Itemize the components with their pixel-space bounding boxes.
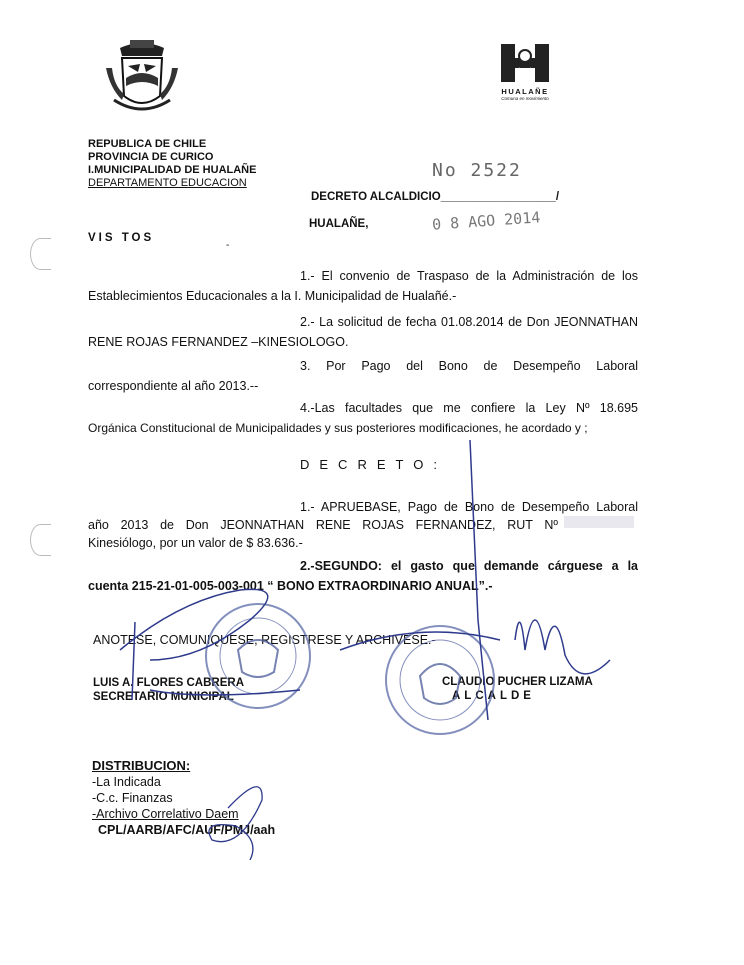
mayor-title: ALCALDE — [452, 690, 535, 702]
header-department: DEPARTAMENTO EDUCACION — [88, 177, 247, 189]
secretary-name: LUIS A. FLORES CABRERA — [93, 677, 244, 689]
dash-mark: - — [226, 240, 230, 251]
decree-label: DECRETO ALCALDICIO — [311, 191, 441, 203]
distribution-initials: CPL/AARB/AFC/AUF/PMJ/aah — [98, 823, 276, 837]
vistos-item-lead: 1.- El convenio de Traspaso de la Administración de los — [300, 269, 638, 283]
header-municipality: I.MUNICIPALIDAD DE HUALAÑE — [88, 164, 257, 176]
decree-label-row — [311, 191, 559, 203]
redacted-rut — [564, 516, 634, 528]
decreto-item-lead: 2.-SEGUNDO: el gasto que demande cárguese a la — [300, 559, 638, 573]
decree-number-line: __________________/ — [440, 191, 560, 203]
hualane-logo-mark — [499, 44, 551, 82]
distribution-item: -La Indicada — [92, 775, 161, 789]
logo-name: HUALAÑE — [501, 87, 549, 96]
punch-hole — [30, 238, 51, 270]
distribution-item: -Archivo Correlativo Daem — [92, 807, 239, 821]
distribution-item: -C.c. Finanzas — [92, 791, 173, 805]
vistos-item-4 — [88, 398, 638, 438]
vistos-title: VIS TOS — [88, 232, 155, 244]
decree-place: HUALAÑE, — [309, 218, 369, 230]
decreto-title: DECRETO: — [300, 457, 447, 472]
vistos-item-rest: Establecimientos Educacionales a la I. Municipalidad de Hualañé.- — [88, 289, 457, 303]
header-province: PROVINCIA DE CURICO — [88, 151, 214, 163]
vistos-item-2 — [88, 312, 638, 352]
vistos-item-rest: RENE ROJAS FERNANDEZ –KINESIOLOGO. — [88, 335, 349, 349]
vistos-item-lead: 4.-Las facultades que me confiere la Ley Nº 18.695 — [300, 401, 638, 415]
vistos-item-lead: 2.- La solicitud de fecha 01.08.2014 de Don JEONNATHAN — [300, 315, 638, 329]
mayor-block — [442, 675, 593, 703]
vistos-item-3 — [88, 356, 638, 396]
hualane-logo — [496, 44, 554, 110]
vistos-item-1 — [88, 266, 638, 306]
decree-number-stamp: No 2522 — [432, 160, 522, 181]
vistos-item-rest: Orgánica Constitucional de Municipalidades y sus posteriores modificaciones, he acordado y ; — [88, 421, 588, 435]
header-country: REPUBLICA DE CHILE — [88, 138, 207, 150]
decreto-item-rest: año 2013 de Don JEONNATHAN RENE ROJAS FERNANDEZ, RUT Nº — [88, 518, 558, 532]
municipal-crest-logo — [100, 38, 184, 116]
logo-tagline: Comuna en movimiento — [501, 96, 549, 101]
decreto-item-1 — [88, 498, 638, 552]
decreto-item-lead: 1.- APRUEBASE, Pago de Bono de Desempeño Laboral — [300, 500, 638, 514]
secretary-title: SECRETARIO MUNICIPAL — [93, 691, 234, 703]
decree-date-stamp: 0 8 AGO 2014 — [431, 208, 541, 234]
decreto-item-rest2: Kinesiólogo, por un valor de $ 83.636.- — [88, 536, 303, 550]
vistos-item-lead: 3. Por Pago del Bono de Desempeño Laboral — [300, 359, 638, 373]
closing-formula: ANOTESE, COMUNIQUESE, REGISTRESE Y ARCHIVESE.- — [93, 633, 436, 647]
mayor-name: CLAUDIO PUCHER LIZAMA — [442, 676, 593, 688]
secretary-block — [93, 676, 244, 704]
decreto-item-rest: cuenta 215-21-01-005-003-001 “ BONO EXTRAORDINARIO ANUAL”.- — [88, 579, 493, 593]
punch-hole — [30, 524, 51, 556]
letterhead — [88, 138, 256, 190]
distribution-title: DISTRIBUCION: — [92, 758, 191, 773]
distribution-block — [92, 758, 275, 838]
decreto-item-2 — [88, 556, 638, 596]
vistos-item-rest: correspondiente al año 2013.-- — [88, 379, 259, 393]
